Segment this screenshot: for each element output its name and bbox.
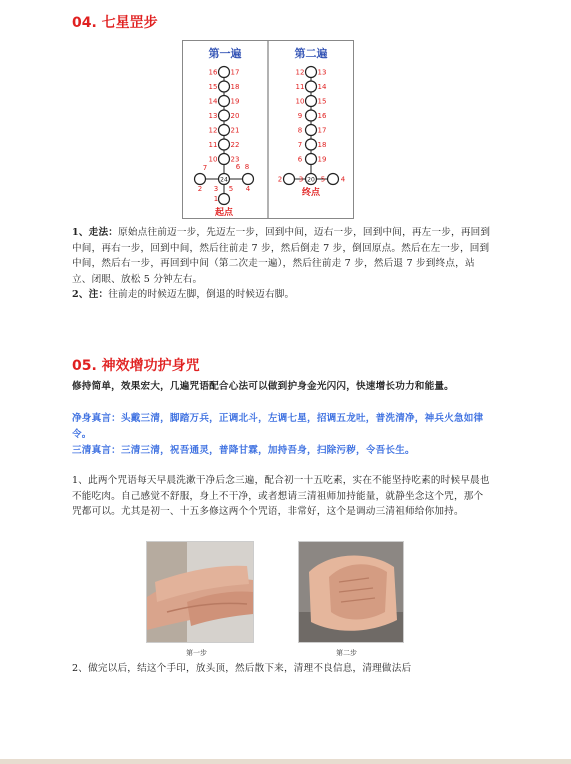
step-circle xyxy=(219,81,230,92)
center-step-number: 24 xyxy=(220,176,228,184)
left-step-circle xyxy=(195,174,206,185)
step-number-left: 10 xyxy=(208,155,218,164)
section-04-note-paragraph xyxy=(72,287,492,303)
step-number-left: 6 xyxy=(297,155,303,164)
hand-seal-photo-step-2 xyxy=(298,541,404,643)
step-number-right: 18 xyxy=(317,141,327,149)
step-circle xyxy=(306,96,317,107)
seven-star-step-diagram xyxy=(182,40,354,219)
step-number-left: 16 xyxy=(208,68,218,77)
start-label: 起点 xyxy=(214,208,234,218)
mantra-purify-body: 净身真言：头戴三清，脚踏万兵，正调北斗，左调七星，招调五龙吐，普洗清净，神兵火急如律令。 xyxy=(72,413,484,440)
step-number-left: 11 xyxy=(295,83,305,91)
second-pass-title: 第二遍 xyxy=(294,47,328,60)
photo-caption-step-1: 第一步 xyxy=(186,649,207,657)
center-right-step-number: 5 xyxy=(228,185,234,193)
step-number-right: 20 xyxy=(230,112,240,120)
left-top-step-number: 7 xyxy=(202,164,208,172)
step-circle xyxy=(306,67,317,78)
right-step-number: 4 xyxy=(340,175,346,184)
section-05-paragraph-1: 1、此两个咒语每天早晨洗漱干净后念三遍，配合初一十五吃素，实在不能坚持吃素的时候早晨也不能吃肉。自己感觉不舒服，身上不干净，或者想请三清祖师加持能量，就静坐念这个咒，那个咒都可以。尤其是初一、十五多修这两个个咒语，非常好，这个是调动三清祖师给你加持。 xyxy=(72,475,490,518)
center-step-number: 20 xyxy=(307,176,315,184)
mantra-three-pure-ones: 三清真言：三清三清，祝吾通灵，普降甘霖，加持吾身，扫除污秽，令吾长生。 xyxy=(72,445,415,456)
step-number-left: 7 xyxy=(297,141,303,149)
first-pass-title: 第一遍 xyxy=(208,47,242,60)
step-number-left: 9 xyxy=(297,112,303,120)
walk-text: 原始点往前迈一步，先迈左一步，回到中间，迈右一步，回到中间，再左一步，再回到中间，再右一步，回到中间，然后往前走 7 步，然后倒走 7 步，倒回原点。然后在左一步，回到中间，然后右一步，再回到中间（第二次走一遍），然后往前走 7 步，然后退 7 步到终点，站立、闭眼、放松 5 分钟左右。 xyxy=(72,227,491,285)
step-number-right: 23 xyxy=(230,155,240,164)
step-number-left: 12 xyxy=(295,68,305,77)
right-step-number: 4 xyxy=(245,185,251,193)
start-circle xyxy=(219,194,230,205)
step-diagram-svg xyxy=(183,41,353,218)
step-circle xyxy=(219,125,230,136)
section-05-title: 05. 神效增功护身咒 xyxy=(72,358,200,374)
photo-caption-step-2: 第二步 xyxy=(336,649,357,657)
step-number-right: 17 xyxy=(230,68,240,77)
left-step-number: 2 xyxy=(277,175,283,184)
right-step-circle xyxy=(243,174,254,185)
step-number-right: 22 xyxy=(230,141,240,149)
step-circle xyxy=(306,125,317,136)
step-circle xyxy=(219,96,230,107)
section-04-title: 04. 七星罡步 xyxy=(72,15,158,31)
step-circle xyxy=(219,139,230,150)
step-number-left: 12 xyxy=(208,126,218,135)
start-step-number: 1 xyxy=(213,195,219,203)
step-number-left: 8 xyxy=(297,126,303,135)
step-number-left: 11 xyxy=(208,141,218,149)
walk-label: 1、走法： xyxy=(72,227,119,238)
step-number-left: 14 xyxy=(208,97,218,106)
section-05-paragraph-2: 2、做完以后，结这个手印，放头顶，然后散下来，清理不良信息，清理做法后 xyxy=(72,663,412,674)
step-circle xyxy=(306,81,317,92)
end-label: 终点 xyxy=(301,188,321,198)
section-04-walk-paragraph xyxy=(72,225,492,287)
step-number-right: 15 xyxy=(317,97,327,106)
step-circle xyxy=(306,154,317,165)
step-circle xyxy=(219,110,230,121)
step-number-left: 10 xyxy=(295,97,305,106)
step-number-right: 13 xyxy=(317,68,327,77)
step-circle xyxy=(219,154,230,165)
step-number-left: 15 xyxy=(208,83,218,91)
step-number-right: 16 xyxy=(317,112,327,120)
step-number-left: 13 xyxy=(208,112,218,120)
left-step-number: 2 xyxy=(197,185,203,193)
center-left-step-number: 3 xyxy=(213,185,219,193)
step-circle xyxy=(306,110,317,121)
step-number-right: 19 xyxy=(317,155,327,164)
right-top-step-number: 8 xyxy=(244,163,250,171)
hand-seal-photo-step-1 xyxy=(146,541,254,643)
note-label: 2、注： xyxy=(72,289,109,300)
step-number-right: 18 xyxy=(230,83,240,91)
section-05-intro: 修持简单，效果宏大，几遍咒语配合心法可以做到护身金光闪闪，快速增长功力和能量。 xyxy=(72,381,454,392)
left-step-circle xyxy=(284,174,295,185)
page-bottom-divider xyxy=(0,759,571,764)
right-step-circle xyxy=(328,174,339,185)
step-number-right: 21 xyxy=(230,126,240,135)
step-number-right: 14 xyxy=(317,83,327,91)
right-side-step-number: 5 xyxy=(320,175,326,184)
note-text: 往前走的时候迈左脚，倒退的时候迈右脚。 xyxy=(108,289,295,300)
center-left-step-number: 3 xyxy=(298,175,304,184)
right-side-step-number: 6 xyxy=(235,163,241,171)
step-number-right: 19 xyxy=(230,97,240,106)
step-number-right: 17 xyxy=(317,126,327,135)
step-circle xyxy=(219,67,230,78)
step-circle xyxy=(306,139,317,150)
